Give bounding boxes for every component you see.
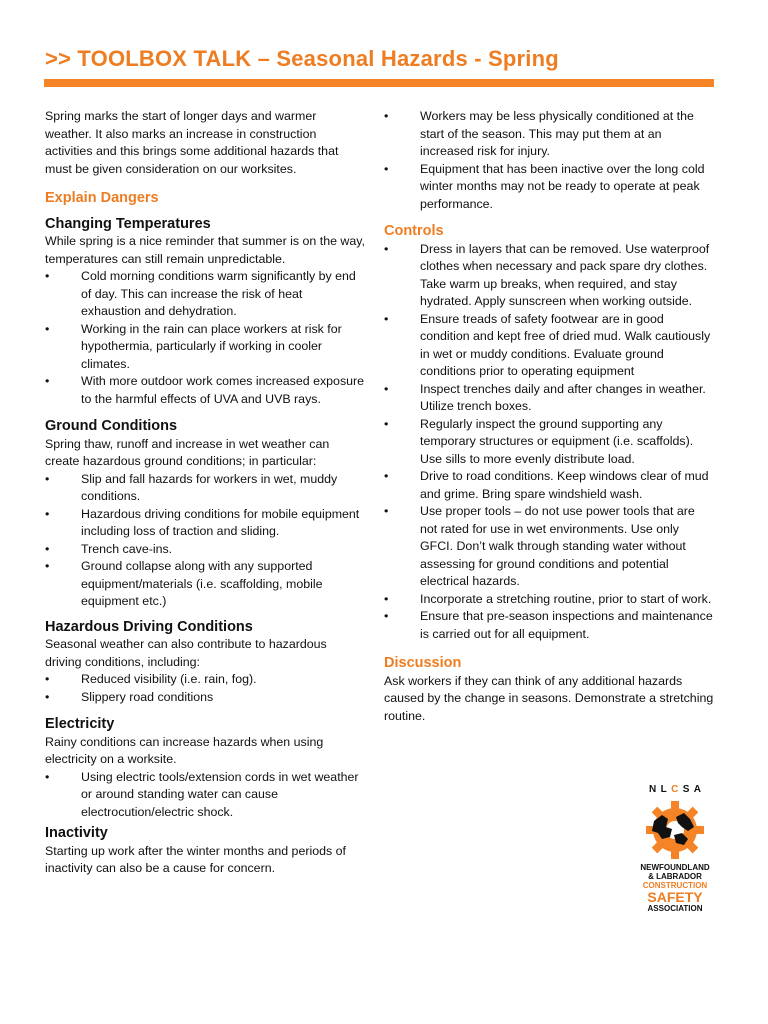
temps-heading: Changing Temperatures: [45, 215, 211, 232]
controls-list: [384, 241, 714, 644]
logo-line-4: SAFETY: [647, 889, 703, 905]
logo-line-3: CONSTRUCTION: [642, 881, 708, 890]
logo-line-5: ASSOCIATION: [647, 904, 703, 913]
bullet-icon: •: [45, 321, 50, 336]
ground-heading: Ground Conditions: [45, 418, 178, 434]
list-item: [384, 468, 714, 503]
continued-list: [384, 108, 714, 213]
logo-letter-s: S: [682, 784, 690, 795]
list-item: [384, 311, 714, 381]
list-item: [45, 321, 365, 374]
list-item-text: Using electric tools/extension cords in wet weather or around standing water can cause electrocution/electric shock.: [81, 769, 359, 819]
logo-letter-l: L: [660, 784, 667, 795]
list-item-text: Drive to road conditions. Keep windows clear of mud and grime. Bring spare windshield wash.: [420, 469, 709, 501]
list-item-text: Ground collapse along with any supported equipment/materials (i.e. scaffolding, mobile equipment etc.): [81, 559, 323, 608]
list-item: [45, 373, 365, 408]
bullet-icon: •: [45, 269, 50, 283]
list-item: [384, 608, 714, 643]
right-column: [384, 108, 714, 725]
driving-text: Seasonal weather can also contribute to hazardous driving conditions, including:: [45, 637, 327, 669]
list-item-text: Ensure that pre-season inspections and maintenance is carried out for all equipment.: [420, 609, 713, 641]
list-item-text: Working in the rain can place workers at risk for hypothermia, particularly if working in cooler climates.: [81, 321, 342, 371]
logo-letter-n: N: [649, 784, 657, 795]
list-item: [384, 591, 714, 609]
bullet-icon: •: [45, 689, 50, 704]
controls-heading: Controls: [384, 223, 444, 239]
list-item-text: Ensure treads of safety footwear are in good condition and kept free of dried mud. Walk cautiously in wet or muddy conditions. Evaluate ground conditions prior to operating equipment: [420, 311, 711, 378]
list-item: [45, 506, 365, 541]
ground-list: [45, 471, 365, 611]
list-item: [45, 471, 365, 506]
inactivity-heading: Inactivity: [45, 825, 108, 841]
bullet-icon: •: [384, 109, 389, 123]
electricity-heading: Electricity: [45, 716, 115, 732]
inactivity-text: Starting up work after the winter months and periods of inactivity can also be a cause for concern.: [45, 843, 346, 875]
bullet-icon: •: [384, 469, 389, 483]
bullet-icon: •: [45, 769, 50, 784]
logo-letter-a: A: [693, 784, 701, 795]
list-item-text: Trench cave-ins.: [81, 541, 173, 556]
list-item-text: Inspect trenches daily and after changes in weather. Utilize trench boxes.: [420, 381, 706, 413]
bullet-icon: •: [384, 311, 389, 326]
list-item-text: Reduced visibility (i.e. rain, fog).: [81, 672, 257, 686]
bullet-icon: •: [384, 241, 389, 256]
page-title: >> TOOLBOX TALK – Seasonal Hazards - Spring: [45, 46, 559, 71]
logo-letter-c: C: [671, 784, 679, 795]
list-item: [45, 541, 365, 559]
driving-heading: Hazardous Driving Conditions: [45, 618, 253, 635]
list-item: [384, 503, 714, 591]
electricity-text: Rainy conditions can increase hazards when using electricity on a worksite.: [45, 734, 324, 766]
list-item-text: With more outdoor work comes increased exposure to the harmful effects of UVA and UVB rays.: [81, 374, 365, 406]
driving-list: [45, 671, 365, 706]
list-item: [45, 689, 365, 707]
logo-line-2: & LABRADOR: [648, 872, 702, 881]
list-item: [384, 416, 714, 469]
list-item: [384, 161, 714, 214]
list-item: [45, 769, 365, 822]
list-item-text: Dress in layers that can be removed. Use waterproof clothes when necessary and pack spare dry clothes. Take warm up breaks, when required, and stay hydrated. Apply sunscreen when working outside.: [420, 241, 710, 308]
logo-wordmark: [640, 863, 710, 913]
list-item-text: Slippery road conditions: [81, 689, 214, 704]
bullet-icon: •: [384, 416, 389, 431]
ground-text: Spring thaw, runoff and increase in wet weather can create hazardous ground conditions; in particular:: [45, 436, 330, 468]
intro-text: Spring marks the start of longer days and warmer weather. It also marks an increase in construction activities and this brings some additional hazards that must be given consideration on our worksites.: [45, 109, 339, 176]
gear-map-icon: [644, 799, 706, 861]
bullet-icon: •: [45, 374, 50, 388]
bullet-icon: •: [45, 559, 50, 573]
list-item-text: Use proper tools – do not use power tools that are not rated for use in wet environments. Use only GFCI. Don’t walk through standing water without assessing for ground conditions and potential electrical hazards.: [420, 504, 695, 588]
list-item-text: Regularly inspect the ground supporting any temporary structures or equipment (i.e. scaffolds). Use sills to more evenly distribute load.: [420, 416, 694, 466]
list-item: [384, 108, 714, 161]
temps-list: [45, 268, 365, 408]
bullet-icon: •: [45, 506, 50, 521]
list-item: [45, 268, 365, 321]
discussion-text: Ask workers if they can think of any additional hazards caused by the change in seasons. Demonstrate a stretching routine.: [384, 673, 714, 723]
left-column: [45, 108, 365, 878]
logo-line-1: NEWFOUNDLAND: [640, 863, 710, 872]
list-item-text: Slip and fall hazards for workers in wet, muddy conditions.: [81, 471, 338, 503]
logo-acronym: [649, 784, 701, 795]
list-item: [384, 381, 714, 416]
list-item-text: Hazardous driving conditions for mobile equipment including loss of traction and sliding.: [81, 506, 360, 538]
bullet-icon: •: [384, 609, 389, 623]
list-item-text: Incorporate a stretching routine, prior to start of work.: [420, 591, 712, 606]
list-item: [384, 241, 714, 311]
list-item: [45, 558, 365, 611]
title-rule: [44, 79, 714, 87]
discussion-heading: Discussion: [384, 655, 462, 671]
temps-text: While spring is a nice reminder that summer is on the way, temperatures can still remain unpredictable.: [45, 234, 365, 266]
list-item: [45, 671, 365, 689]
list-item-text: Workers may be less physically conditioned at the start of the season. This may put them at an increased risk for injury.: [420, 109, 694, 158]
bullet-icon: •: [45, 541, 50, 556]
list-item-text: Cold morning conditions warm significantly by end of day. This can increase the risk of heat exhaustion and dehydration.: [81, 269, 356, 318]
bullet-icon: •: [45, 471, 50, 486]
bullet-icon: •: [384, 504, 389, 518]
electricity-list: [45, 769, 365, 822]
nlcsa-logo: [640, 784, 710, 924]
bullet-icon: •: [384, 381, 389, 396]
bullet-icon: •: [384, 161, 389, 176]
explain-dangers-heading: Explain Dangers: [45, 190, 159, 206]
list-item-text: Equipment that has been inactive over the long cold winter months may not be ready to operate at peak performance.: [420, 161, 705, 211]
bullet-icon: •: [384, 591, 389, 606]
bullet-icon: •: [45, 672, 50, 686]
